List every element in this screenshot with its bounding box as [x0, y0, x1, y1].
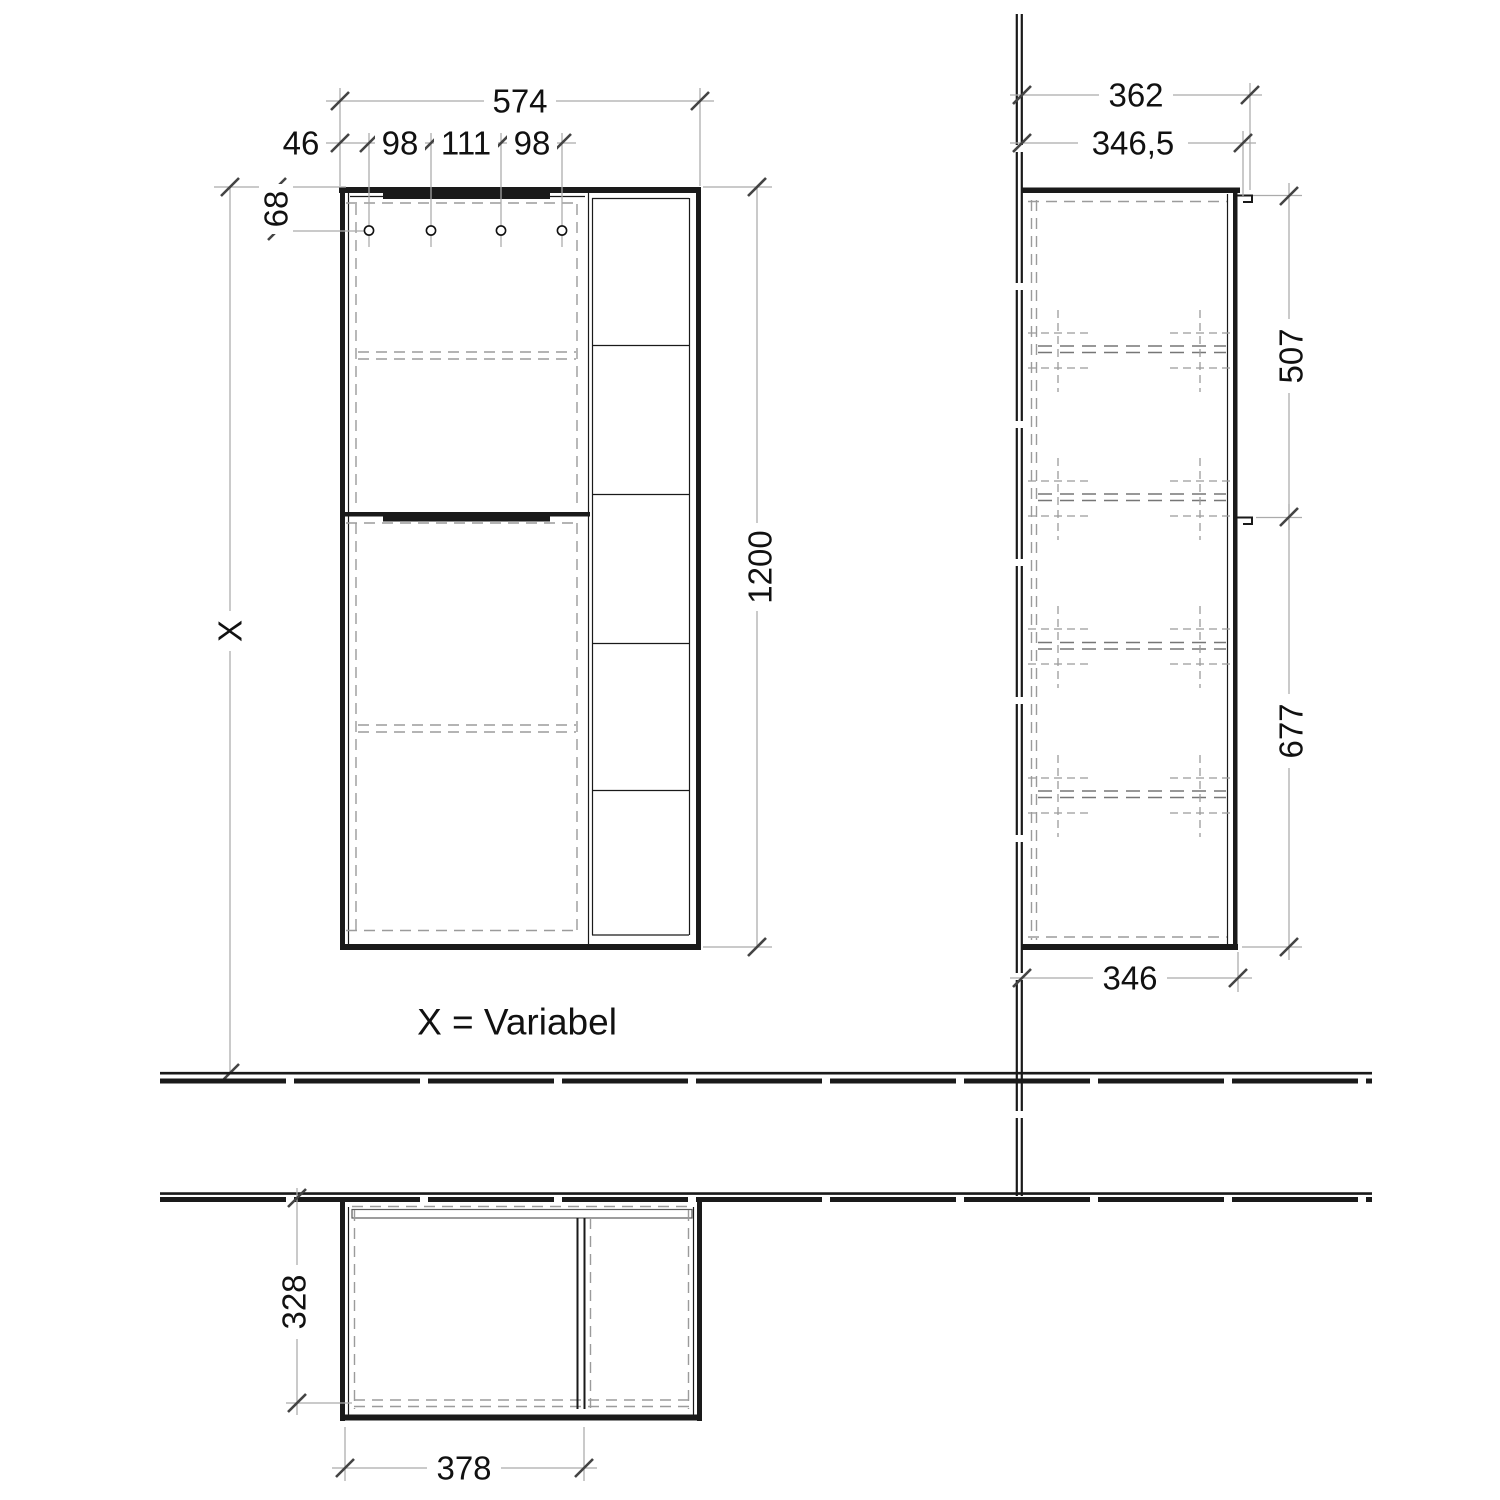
dim-label-hole-gap1 — [375, 125, 425, 162]
plan-front-edge — [340, 1415, 702, 1421]
dim-label-total-width — [484, 83, 556, 120]
dim-label-lower-section — [1273, 694, 1310, 768]
dim-label-plan-depth — [276, 1265, 313, 1339]
right-side-panel — [696, 187, 701, 950]
side-shelf — [1028, 755, 1230, 837]
dim-label-upper-section — [1273, 319, 1310, 393]
left-side-panel — [340, 187, 345, 950]
side-shelf — [1028, 458, 1230, 540]
bottom-panel — [340, 944, 701, 950]
dim-label-hole-offset — [276, 125, 326, 162]
side-front-edge — [1233, 193, 1238, 950]
dim-text: 346,5 — [1091, 124, 1175, 162]
dim-text: 507 — [1272, 328, 1310, 384]
dim-label-depth-total — [1099, 77, 1173, 114]
dim-label-holes-top-offset — [258, 184, 295, 234]
screw-hole — [364, 226, 373, 235]
side-shelf — [1028, 606, 1230, 688]
dim-text: 46 — [282, 124, 320, 162]
plan-view — [276, 1188, 703, 1487]
side-shelf — [1028, 310, 1230, 392]
variable-note: X = Variabel — [417, 1001, 617, 1043]
dim-text: 1200 — [741, 530, 779, 604]
middle-divider — [344, 512, 590, 517]
dim-text: 346 — [1102, 959, 1158, 997]
dim-text: 328 — [275, 1274, 313, 1330]
dim-label-depth-bottom — [1093, 960, 1167, 997]
side-view — [1010, 14, 1310, 1196]
dim-label-depth-carcass — [1078, 125, 1188, 162]
upper-door-handle-strip — [383, 193, 550, 199]
dim-text: 677 — [1272, 703, 1310, 759]
wall-mount-bracket — [1237, 518, 1252, 525]
dim-text: 98 — [513, 124, 551, 162]
top-panel — [339, 187, 701, 193]
screw-hole — [557, 226, 566, 235]
plan-right-side — [697, 1202, 702, 1421]
dim-label-door-width — [427, 1450, 501, 1487]
dim-label-hole-gap3 — [507, 125, 557, 162]
side-top-panel — [1022, 188, 1240, 194]
plan-left-side — [340, 1202, 345, 1421]
dim-text: 98 — [381, 124, 419, 162]
mounting-rail — [352, 1210, 692, 1219]
dim-text: 378 — [436, 1449, 492, 1487]
screw-hole — [426, 226, 435, 235]
dim-label-height-variable — [212, 611, 249, 651]
dim-text: 574 — [492, 82, 548, 120]
dim-text: 362 — [1108, 76, 1164, 114]
dim-text: 111 — [440, 124, 492, 162]
front-view — [212, 83, 779, 1083]
floor-lines — [160, 1073, 1372, 1199]
side-bottom-panel — [1022, 944, 1238, 950]
wall-mount-bracket — [1237, 196, 1252, 203]
screw-hole — [496, 226, 505, 235]
dim-label-cabinet-height — [742, 523, 779, 611]
lower-door-handle-strip — [383, 517, 550, 522]
dim-label-hole-gap2 — [434, 125, 498, 162]
dim-text: 68 — [257, 190, 295, 228]
dim-text: X — [211, 619, 249, 643]
